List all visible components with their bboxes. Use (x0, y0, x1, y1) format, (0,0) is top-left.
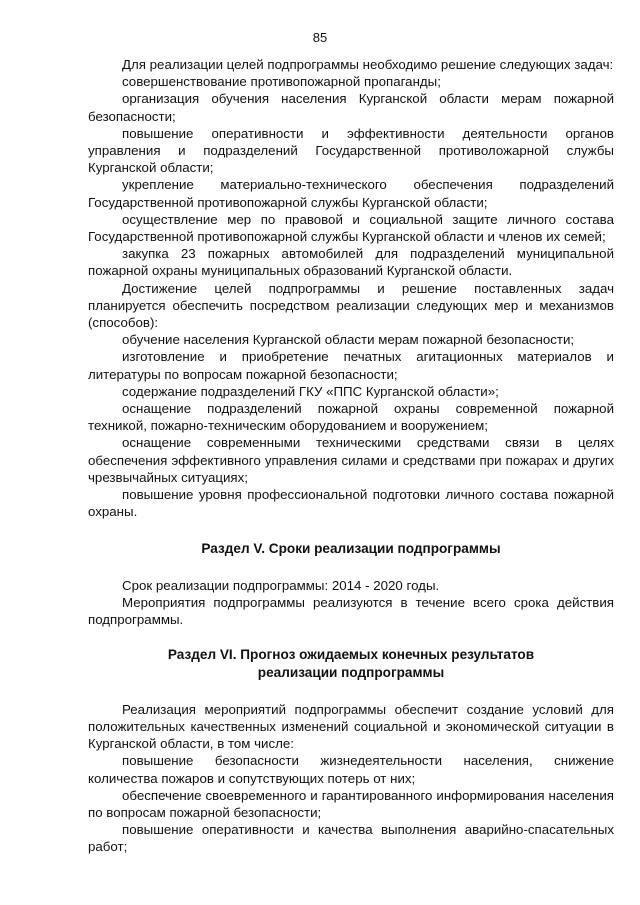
task-item: осуществление мер по правовой и социальной защите личного состава Государственной противопожарной службы Курганской области и членов их семей; (88, 211, 614, 245)
section-6-heading-line1: Раздел VI. Прогноз ожидаемых конечных результатов (167, 647, 535, 663)
section-5-paragraph: Мероприятия подпрограммы реализуются в течение всего срока действия подпрограммы. (88, 594, 614, 628)
task-item: укрепление материально-технического обеспечения подразделений Государственной противопожарной службы Курганской области; (88, 177, 614, 210)
measure-item: содержание подразделений ГКУ «ППС Курганской области»; (122, 383, 499, 399)
section-6-intro: Реализация мероприятий подпрограммы обеспечит создание условий для положительных качественных изменений социальной и экономической ситуации в Курганской области, в том числе: (88, 701, 614, 752)
section-6-heading (88, 646, 614, 680)
task-item: повышение оперативности и эффективности деятельности органов управления и подразделений Государственной противоложарной службы Курганской области; (88, 125, 614, 176)
measure-item: обучение населения Курганской области мерам пожарной безопасности; (122, 332, 575, 348)
page-number: 85 (312, 30, 328, 45)
task-item: совершенствование противопожарной пропаганды; (122, 74, 441, 90)
result-item: повышение безопасности жизнедеятельности населения, снижение количества пожаров и сопутствующих потерь от них; (88, 753, 614, 786)
measure-item: изготовление и приобретение печатных агитационных материалов и литературы по вопросам пожарной безопасности; (88, 349, 614, 382)
result-item: обеспечение своевременного и гарантированного информирования населения по вопросам пожарной безопасности; (88, 787, 614, 820)
section-5-heading: Раздел V. Сроки реализации подпрограммы (201, 541, 501, 557)
section-5-paragraph: Срок реализации подпрограммы: 2014 - 2020 годы. (122, 577, 440, 593)
task-item: закупка 23 пожарных автомобилей для подразделений муниципальной пожарной охраны муниципальных образований Курганской области. (88, 246, 614, 279)
document-body (88, 56, 614, 856)
section-6-heading-line2: реализации подпрограммы (257, 664, 445, 680)
task-item: организация обучения населения Курганской области мерам пожарной безопасности; (88, 91, 614, 124)
result-item: повышение оперативности и качества выполнения аварийно-спасательных работ; (88, 822, 614, 855)
measure-item: оснащение подразделений пожарной охраны современной пожарной техникой, пожарно-техническим оборудованием и вооружением; (88, 401, 614, 434)
measure-item: повышение уровня профессиональной подготовки личного состава пожарной охраны. (88, 487, 614, 520)
measures-intro: Достижение целей подпрограммы и решение поставленных задач планируется обеспечить посредством реализации следующих мер и механизмов (способов): (88, 280, 614, 331)
goals-intro: Для реализации целей подпрограммы необходимо решение следующих задач: (122, 57, 614, 72)
measure-item: оснащение современными техническими средствами связи в целях обеспечения эффективного управления силами и средствами при пожарах и других чрезвычайных ситуациях; (88, 435, 614, 485)
